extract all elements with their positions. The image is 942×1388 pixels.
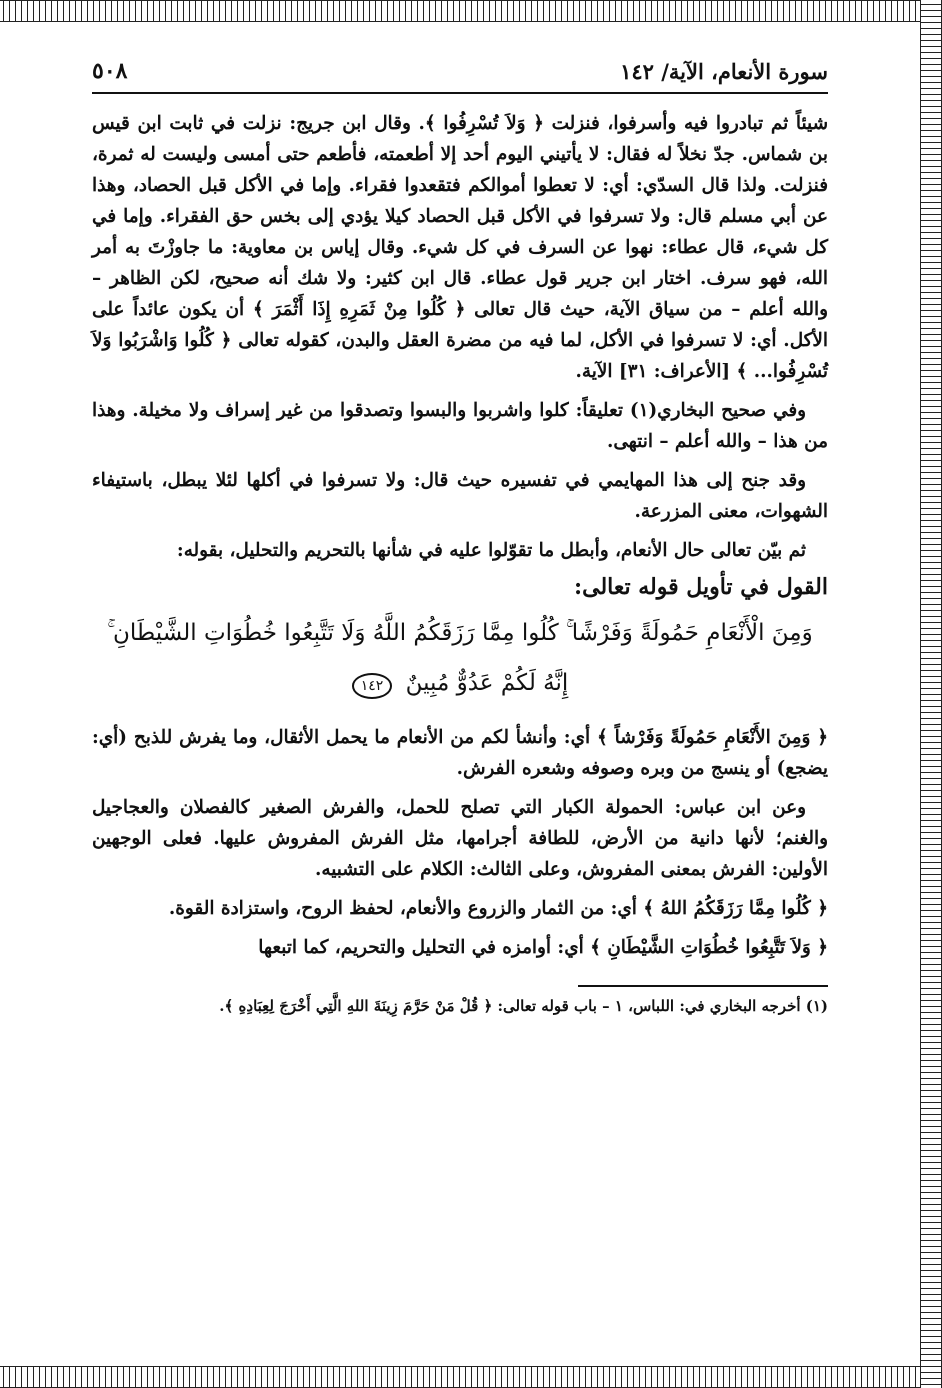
paragraph-4: ثم بيّن تعالى حال الأنعام، وأبطل ما تقوّلوا عليه في شأنها بالتحريم والتحليل، بقوله: bbox=[176, 540, 806, 561]
page-content bbox=[92, 58, 828, 1348]
tafsir-paragraph-2: وعن ابن عباس: الحمولة الكبار التي تصلح للحمل، والفرش الصغير كالفصلان والعجاجيل والغنم؛ لأنها دانية من الأرض، للطافة أجرامها، مثل الفرش المفروش عليها. فعلى الوجهين الأولين: الفرش بمعنى المفروش، وعلى الثالث: الكلام على التشبيه. bbox=[92, 797, 828, 880]
tafsir-paragraph-3: ﴿ كُلُوا مِمَّا رَزَقَكُمُ اللهُ ﴾ أي: من الثمار والزروع والأنعام، لحفظ الروح، واستزادة القوة. bbox=[168, 898, 828, 919]
verse-number-mark: ١٤٢ bbox=[352, 673, 393, 699]
page-border-bottom bbox=[0, 1366, 942, 1388]
surah-title: سورة الأنعام، الآية/ ١٤٢ bbox=[620, 59, 828, 84]
page-border-top bbox=[0, 0, 942, 22]
quran-verse bbox=[92, 608, 828, 708]
footnote: (١) أخرجه البخاري في: اللباس، ١ – باب قوله تعالى: ﴿ قُلْ مَنْ حَرَّمَ زِينَةَ اللهِ الَّتِي أَخْرَجَ لِعِبَادِهِ ﴾. bbox=[219, 997, 828, 1015]
tafsir-paragraph-1: ﴿ وَمِنَ الأَنْعَامِ حَمُولَةً وَفَرْشاً ﴾ أي: وأنشأ لكم من الأنعام ما يحمل الأثقال، وما يفرش للذبح (أي: يضجع) أو ينسج من وبره وصوفه وشعره الفرش. bbox=[92, 727, 828, 779]
paragraph-3: وقد جنح إلى هذا المهايمي في تفسيره حيث قال: ولا تسرفوا في أكلها لئلا يبطل، باستيفاء الشهوات، معنى المزرعة. bbox=[92, 470, 828, 522]
page-number: ٥٠٨ bbox=[92, 58, 128, 84]
paragraph-1: شيئاً ثم تبادروا فيه وأسرفوا، فنزلت ﴿ وَلاَ تُسْرِفُوا ﴾. وقال ابن جريج: نزلت في ثابت ابن قيس بن شماس. جدّ نخلاً له فقال: لا يأتيني اليوم أحد إلا أطعمته، فأطعم حتى أمسى وليست له ثمرة، فنزلت. ولذا قال السدّي: أي: لا تعطوا أموالكم فتقعدوا فقراء. وإما في الأكل قبل الحصاد، وهذا عن أبي مسلم قال: ولا تسرفوا في الأكل قبل الحصاد كيلا يؤدي إلى بخس حق الفقراء. وإما في كل شيء، قال عطاء: نهوا عن السرف في كل شيء. وقال إياس بن معاوية: ما جاوزْتَ به أمر الله، فهو سرف. اختار ابن جرير قول عطاء. قال ابن كثير: ولا شك أنه صحيح، لكن الظاهر – والله أعلم – من سياق الآية، حيث قال تعالى ﴿ كُلُوا مِنْ ثَمَرِهِ إِذَا أَثْمَرَ ﴾ أن يكون عائداً على الأكل. أي: لا تسرفوا في الأكل، لما فيه من مضرة العقل والبدن، كقوله تعالى ﴿ كُلُوا وَاشْرَبُوا وَلاَ تُسْرِفُوا... ﴾ [الأعراف: ٣١] الآية. bbox=[92, 113, 828, 382]
paragraph-2: وفي صحيح البخاري(١) تعليقاً: كلوا واشربوا والبسوا وتصدقوا من غير إسراف ولا مخيلة. وهذا من هذا – والله أعلم – انتهى. bbox=[92, 400, 828, 452]
verse-text: وَمِنَ الْأَنْعَامِ حَمُولَةً وَفَرْشًا ۚ كُلُوا مِمَّا رَزَقَكُمُ اللَّهُ وَلَا تَتَّبِعُوا خُطُوَاتِ الشَّيْطَانِ ۚ إِنَّهُ لَكُمْ عَدُوٌّ مُبِينٌ bbox=[107, 620, 813, 696]
section-title: القول في تأويل قوله تعالى: bbox=[574, 574, 828, 600]
footnote-divider bbox=[578, 985, 828, 987]
tafsir-paragraph-4: ﴿ وَلاَ تَتَّبِعُوا خُطُوَاتِ الشَّيْطَانِ ﴾ أي: أوامزه في التحليل والتحريم، كما اتبعها bbox=[258, 937, 828, 958]
page-header bbox=[92, 58, 828, 94]
page-border-right bbox=[920, 0, 942, 1388]
